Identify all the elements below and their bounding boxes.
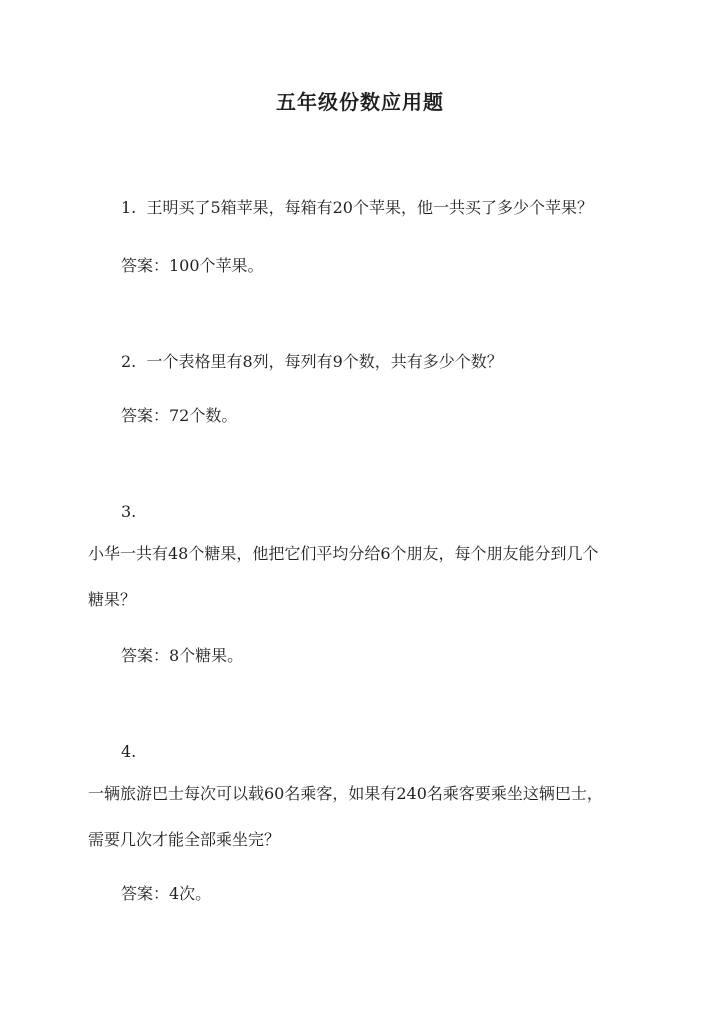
question-2 (121, 350, 503, 374)
question-2-number: 2. (121, 352, 137, 371)
question-1-number: 1. (121, 198, 137, 217)
question-2-text: 一个表格里有8列，每列有9个数，共有多少个数？ (146, 352, 503, 371)
question-1-text: 王明买了5箱苹果，每箱有20个苹果，他一共买了多少个苹果？ (146, 198, 593, 217)
answer-4: 答案：4次。 (121, 884, 212, 903)
page-title: 五年级份数应用题 (276, 90, 444, 114)
question-3-text-line-2: 糖果？ (88, 590, 137, 609)
question-1 (121, 196, 593, 220)
question-4-text-line-1: 一辆旅游巴士每次可以载60名乘客，如果有240名乘客要乘坐这辆巴士， (88, 784, 603, 803)
question-4-number: 4. (121, 742, 137, 761)
question-4-text-line-2: 需要几次才能全部乘坐完？ (88, 830, 281, 849)
answer-2: 答案：72个数。 (121, 406, 238, 425)
answer-1: 答案：100个苹果。 (121, 256, 264, 275)
answer-3: 答案：8个糖果。 (121, 646, 244, 665)
question-3-number: 3. (121, 502, 137, 521)
question-3-text-line-1: 小华一共有48个糖果，他把它们平均分给6个朋友，每个朋友能分到几个 (88, 544, 599, 563)
